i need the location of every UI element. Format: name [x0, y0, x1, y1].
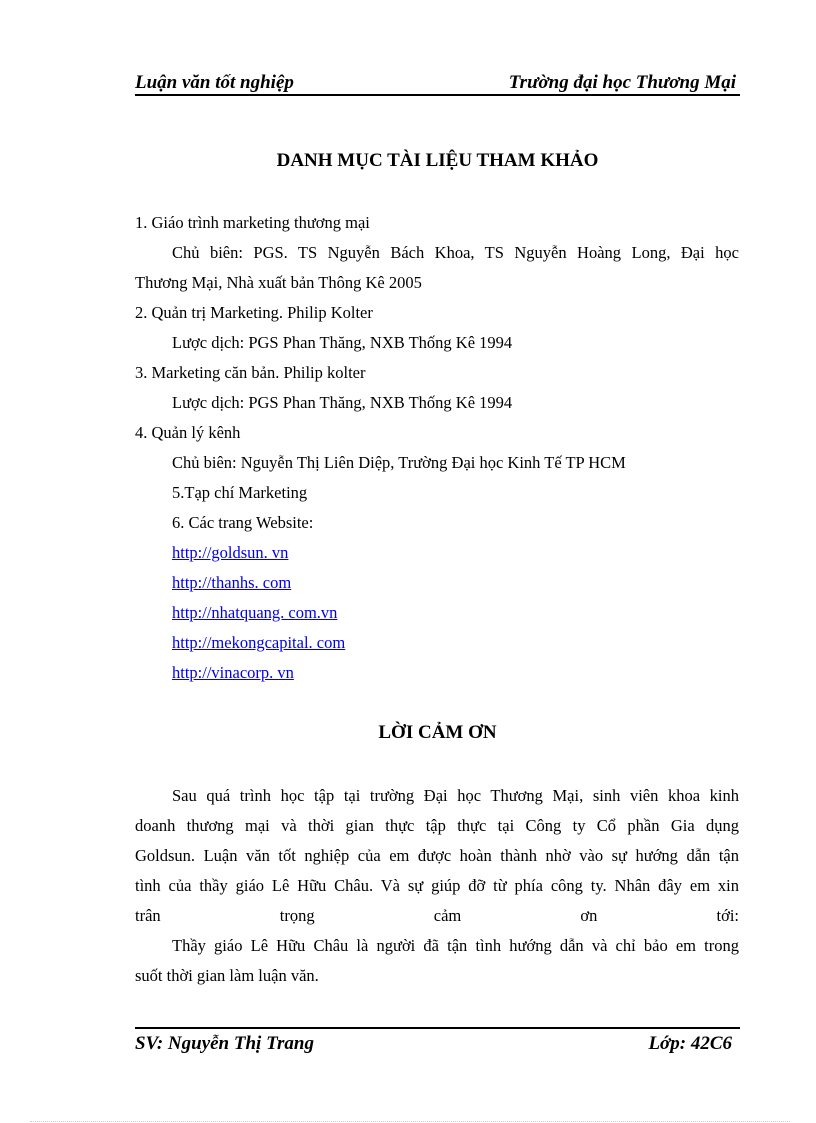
- reference-item-3: 3. Marketing căn bản. Philip kolter: [135, 363, 366, 382]
- thanks-paragraph-line: suốt thời gian làm luận văn.: [135, 966, 319, 985]
- reference-item-6: 6. Các trang Website:: [172, 513, 314, 532]
- reference-item-3-detail: Lược dịch: PGS Phan Thăng, NXB Thống Kê 1994: [172, 393, 513, 412]
- reference-item-5: 5.Tạp chí Marketing: [172, 483, 308, 502]
- header-thesis-label: Luận văn tốt nghiệp: [135, 72, 294, 93]
- reference-item-4: 4. Quản lý kênh: [135, 423, 241, 442]
- reference-item-4-detail: Chủ biên: Nguyễn Thị Liên Diệp, Trường Đại học Kinh Tế TP HCM: [172, 453, 626, 472]
- website-link[interactable]: http://thanhs. com: [172, 573, 292, 592]
- reference-item-1-detail-cont: Thương Mại, Nhà xuất bản Thông Kê 2005: [135, 273, 422, 292]
- reference-item-1: 1. Giáo trình marketing thương mại: [135, 213, 370, 232]
- thanks-title: LỜI CẢM ƠN: [378, 722, 497, 743]
- thanks-paragraph-line: Sau quá trình học tập tại trường Đại học Thương Mại, sinh viên khoa kinh: [172, 786, 739, 805]
- references-title: DANH MỤC TÀI LIỆU THAM KHẢO: [276, 150, 599, 171]
- website-link[interactable]: http://vinacorp. vn: [172, 663, 294, 682]
- footer-student-name: SV: Nguyễn Thị Trang: [135, 1033, 314, 1054]
- thanks-paragraph-line: tình của thầy giáo Lê Hữu Châu. Và sự giúp đỡ từ phía công ty. Nhân đây em xin: [135, 876, 739, 895]
- page-header: [135, 70, 740, 96]
- thanks-paragraph-line: trân trọng cảm ơn tới:: [135, 906, 739, 925]
- thanks-paragraph-line: doanh thương mại và thời gian thực tập thực tại Công ty Cổ phần Gia dụng: [135, 816, 739, 835]
- website-link[interactable]: http://nhatquang. com.vn: [172, 603, 338, 622]
- thanks-paragraph-line: Thầy giáo Lê Hữu Châu là người đã tận tình hướng dẫn và chỉ bảo em trong: [172, 936, 739, 955]
- website-link[interactable]: http://goldsun. vn: [172, 543, 289, 562]
- footer-class: Lớp: 42C6: [648, 1033, 732, 1054]
- reference-item-1-detail: Chủ biên: PGS. TS Nguyễn Bách Khoa, TS Nguyễn Hoàng Long, Đại học: [172, 243, 739, 262]
- reference-item-2: 2. Quản trị Marketing. Philip Kolter: [135, 303, 373, 322]
- page-edge-divider: [30, 1121, 790, 1122]
- header-university: Trường đại học Thương Mại: [508, 72, 736, 93]
- reference-item-2-detail: Lược dịch: PGS Phan Thăng, NXB Thống Kê 1994: [172, 333, 513, 352]
- website-link[interactable]: http://mekongcapital. com: [172, 633, 346, 652]
- thanks-paragraph-line: Goldsun. Luận văn tốt nghiệp của em được hoàn thành nhờ vào sự hướng dẫn tận: [135, 846, 739, 865]
- page-footer: [135, 1027, 740, 1057]
